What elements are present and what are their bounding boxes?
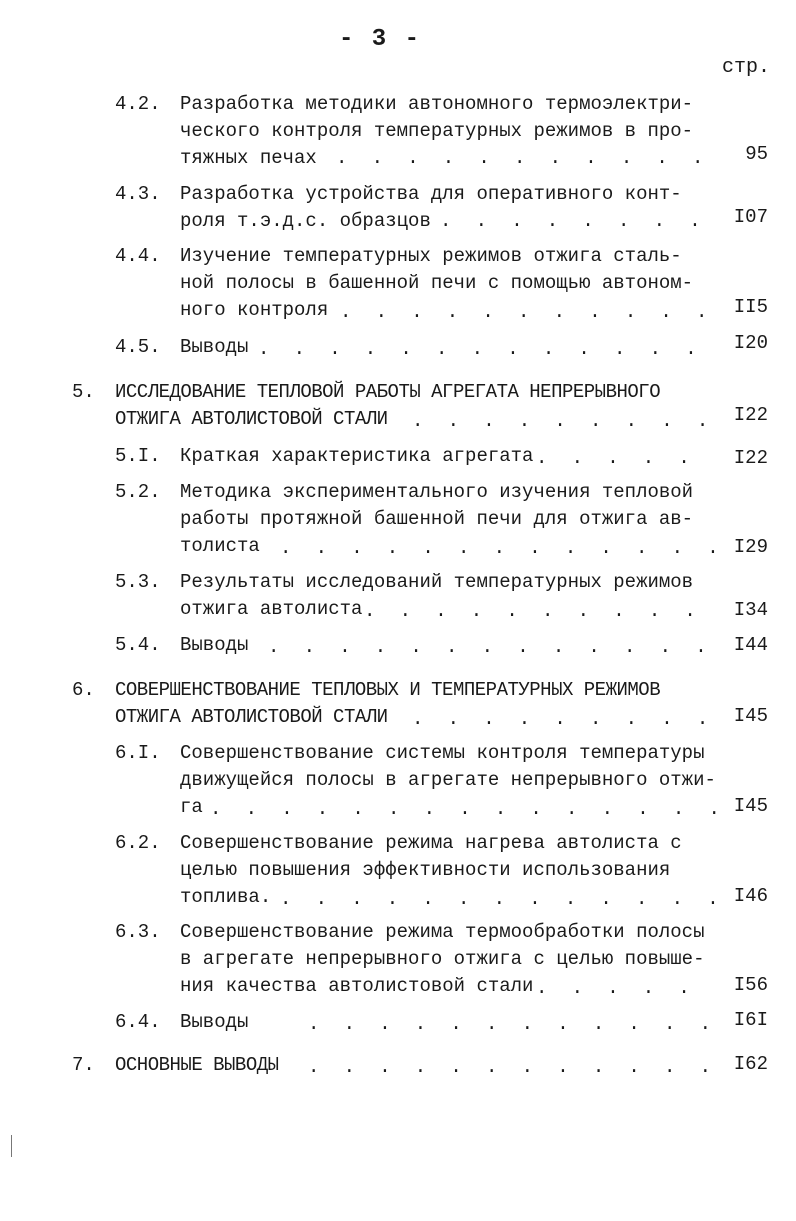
entry-number: 6.2. [115,832,161,854]
entry-title-line: Краткая характеристика агрегата [180,445,534,467]
leader-dots [336,146,718,170]
entry-number: 5.2. [115,481,161,503]
entry-title-line: топлива. [180,886,272,908]
entry-title-line: Выводы [180,634,249,656]
entry-title-line: Методика экспериментального изучения тепловой [180,481,694,503]
entry-title-line: Совершенствование режима нагрева автолиста с [180,832,682,854]
leader-dots [308,1055,718,1079]
entry-number: 6.I. [115,742,161,764]
entry-title-line: Разработка устройства для оперативного конт- [180,183,682,205]
section-page: I62 [733,1053,768,1075]
entry-title-line: Выводы [180,1011,249,1033]
section-title-line: ОСНОВНЫЕ ВЫВОДЫ [115,1054,279,1076]
entry-number: 6.4. [115,1011,161,1033]
entry-title-line: отжига автолиста [180,598,363,620]
section-number: 5. [72,381,95,403]
entry-page: I20 [733,332,768,354]
entry-number: 4.5. [115,336,161,358]
entry-number: 4.4. [115,245,161,267]
entry-page: I07 [733,206,768,228]
entry-title-line: толиста [180,535,260,557]
page-column-label: стр. [721,56,770,79]
entry-page: I29 [733,536,768,558]
entry-title-line: роля т.э.д.с. образцов [180,210,431,232]
entry-number: 4.3. [115,183,161,205]
section-page: I22 [733,404,768,426]
entry-title-line: ния качества автолистовой стали [180,975,534,997]
entry-title-line: Совершенствование режима термообработки полосы [180,921,705,943]
section-number: 6. [72,679,95,701]
entry-title-line: движущейся полосы в агрегате непрерывного отжи- [180,769,716,791]
entry-page: I22 [733,447,768,469]
page-number: - 3 - [338,26,421,53]
entry-title-line: Результаты исследований температурных режимов [180,571,694,593]
entry-title-line: Совершенствование системы контроля температуры [180,742,705,764]
section-title-line: СОВЕРШЕНСТВОВАНИЕ ТЕПЛОВЫХ И ТЕМПЕРАТУРНЫХ РЕЖИМОВ [115,679,661,701]
entry-page: I6I [733,1009,768,1031]
entry-number: 4.2. [115,93,161,115]
leader-dots [268,635,718,659]
entry-number: 6.3. [115,921,161,943]
entry-page: I45 [733,795,768,817]
entry-title-line: ческого контроля температурных режимов в про- [180,120,694,142]
entry-title-line: тяжных печах [180,147,317,169]
leader-dots [258,337,718,361]
entry-page: I56 [733,974,768,996]
entry-number: 5.4. [115,634,161,656]
entry-title-line: целью повышения эффективности использования [180,859,671,881]
leader-dots [280,887,718,911]
section-title-line: ОТЖИГА АВТОЛИСТОВОЙ СТАЛИ [115,408,388,430]
entry-title-line: ного контроля [180,299,329,321]
entry-title-line: Выводы [180,336,249,358]
section-title-line: ИССЛЕДОВАНИЕ ТЕПЛОВОЙ РАБОТЫ АГРЕГАТА НЕПРЕРЫВНОГО [115,381,661,403]
entry-title-line: ной полосы в башенной печи с помощью автоном- [180,272,694,294]
entry-number: 5.I. [115,445,161,467]
scan-margin-mark [11,1135,12,1157]
entry-title-line: работы протяжной башенной печи для отжига ав- [180,508,694,530]
entry-page: I46 [733,885,768,907]
entry-title-line: Изучение температурных режимов отжига сталь- [180,245,682,267]
leader-dots [412,409,718,433]
entry-number: 5.3. [115,571,161,593]
entry-page: I34 [733,599,768,621]
leader-dots [536,446,718,470]
entry-page: 95 [745,143,768,165]
entry-title-line: Разработка методики автономного термоэлектри- [180,93,694,115]
section-number: 7. [72,1054,95,1076]
section-title-line: ОТЖИГА АВТОЛИСТОВОЙ СТАЛИ [115,706,388,728]
entry-title-line: га [180,796,203,818]
leader-dots [364,599,718,623]
entry-page: II5 [733,296,768,318]
leader-dots [280,536,718,560]
leader-dots [210,797,718,821]
leader-dots [308,1012,718,1036]
leader-dots [340,300,718,324]
leader-dots [536,976,718,1000]
leader-dots [440,209,718,233]
leader-dots [412,707,718,731]
entry-title-line: в агрегате непрерывного отжига с целью повыше- [180,948,705,970]
entry-page: I44 [733,634,768,656]
section-page: I45 [733,705,768,727]
